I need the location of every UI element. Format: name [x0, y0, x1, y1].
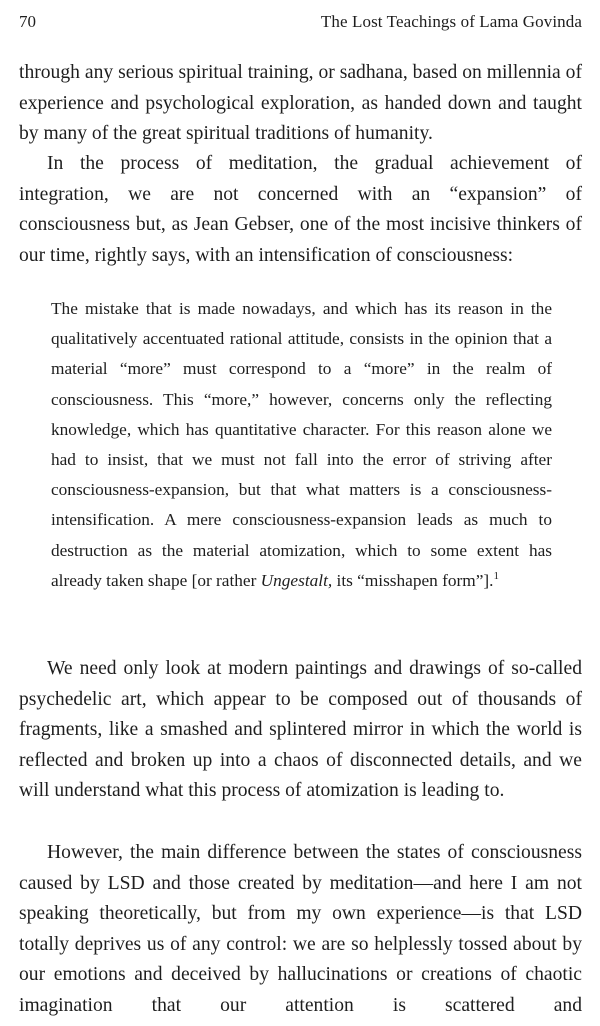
- quote-italic-term: Ungestalt,: [260, 570, 333, 590]
- paragraph-2-text: In the process of meditation, the gradual achievement of integration, we are not concerned with an “expansion” of consciousness but, as Jean Gebser, one of the most incisive thinkers of our time, rightly says, with an intensification of consciousness:: [19, 153, 582, 266]
- block-quote: [51, 294, 552, 596]
- paragraph-3-text: We need only look at modern paintings and drawings of so-called psychedelic art, which appear to be composed out of thousands of fragments, like a smashed and splintered mirror in which the world is reflected and broken up into a chaos of disconnected details, and we will understand what this process of atomization is leading to.: [19, 658, 582, 801]
- footnote-marker: 1: [493, 570, 499, 583]
- paragraph-3: [19, 654, 582, 807]
- paragraph-4: [19, 838, 582, 1021]
- running-title: The Lost Teachings of Lama Govinda: [320, 12, 582, 31]
- quote-main-text: The mistake that is made nowadays, and which has its reason in the qualitatively accentuated rational attitude, consists in the opinion that a material “more” must correspond to a “more” in the realm of consciousness. This “more,” however, concerns only the reflecting knowledge, which has quantitative character. For this reason alone we had to insist, that we must not fall into the error of striving after consciousness-expansion, but that what matters is a consciousness-intensification. A mere consciousness-expansion leads as much to destruction as the material atomization, which to some extent has already taken shape [or rather: [51, 299, 552, 590]
- block-quote-text: [51, 294, 552, 596]
- paragraph-2: [19, 149, 582, 271]
- paragraph-1-text: through any serious spiritual training, or sadhana, based on millennia of experience and psychological exploration, as handed down and taught by many of the great spiritual traditions of humanity.: [19, 62, 582, 144]
- page-number: 70: [19, 12, 36, 31]
- paragraph-4-text: However, the main difference between the states of consciousness caused by LSD and those created by meditation—and here I am not speaking theoretically, but from my own experience—is that LSD totally deprives us of any control: we are so helplessly tossed about by our emotions and deceived by hallucinations or creations of chaotic imagination that our attention is scattered and: [19, 842, 582, 1016]
- quote-end-text: its “misshapen form”].: [332, 570, 494, 590]
- running-head: [19, 10, 582, 34]
- paragraph-continued: [19, 58, 582, 150]
